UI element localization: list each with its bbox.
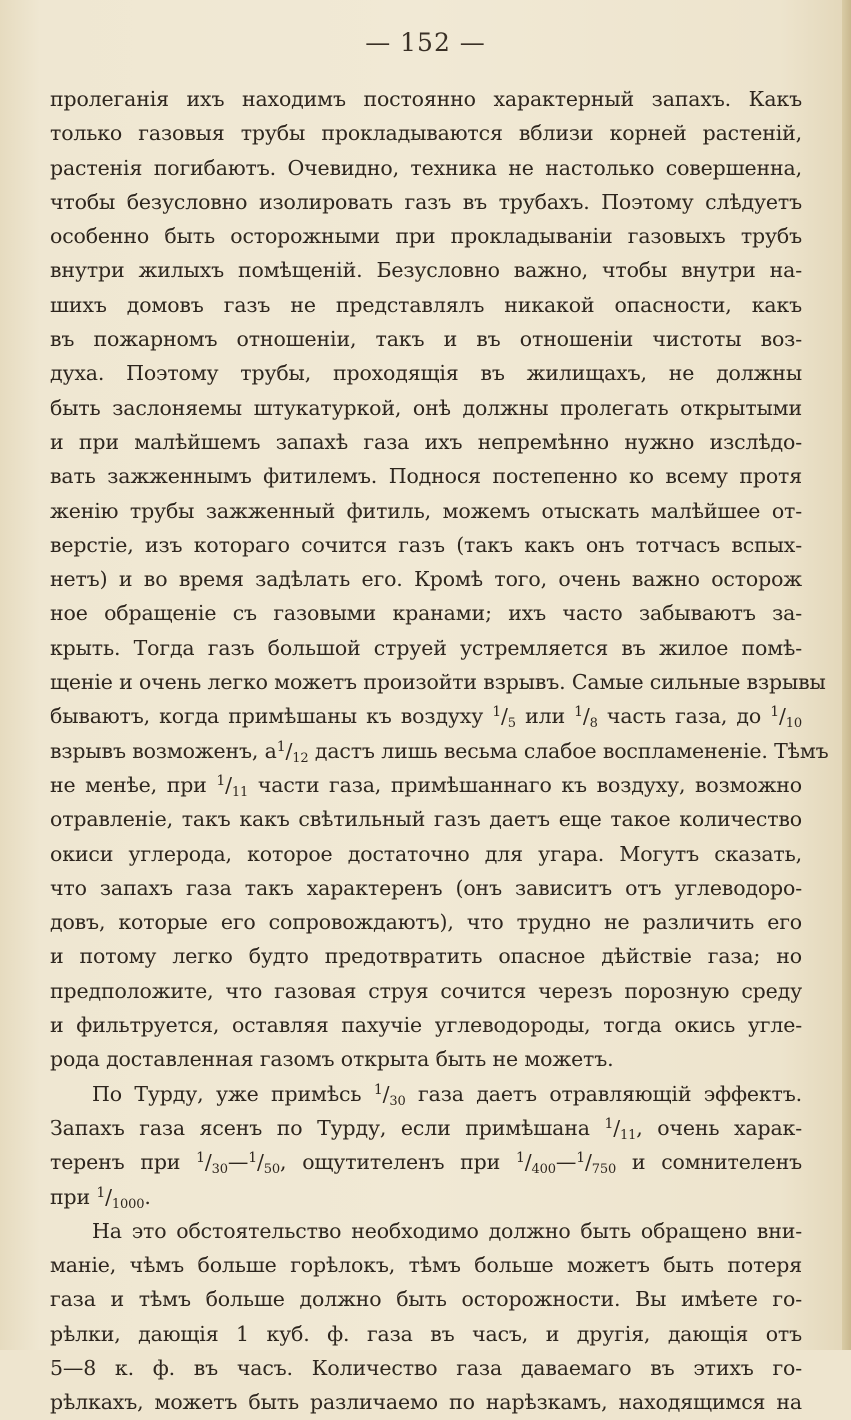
fraction-numerator: 1 xyxy=(196,1150,205,1167)
fraction: $^1/_{12}$ xyxy=(276,738,309,766)
text-line: рѣлки, дающія 1 куб. ф. газа въ часъ, и другія, дающія отъ xyxy=(50,1321,802,1346)
text-line: растенія погибаютъ. Очевидно, техника не настолько совершенна, xyxy=(50,155,802,180)
text-line: крыть. Тогда газъ большой струей устремляется въ жилое помѣ- xyxy=(50,635,802,660)
fraction-denominator: 1000 xyxy=(111,1196,145,1212)
fraction-denominator: 10 xyxy=(785,716,802,732)
text-line: ное обращеніе съ газовыми кранами; ихъ часто забываютъ за- xyxy=(50,601,802,626)
paragraph-start-line: На это обстоятельство необходимо должно быть обращено вни- xyxy=(92,1218,802,1243)
paragraph-start-line xyxy=(50,1077,802,1111)
fraction: $^1/_{11}$ xyxy=(216,772,249,800)
fraction-denominator: 5 xyxy=(507,716,516,732)
text-segment: и сомнителенъ xyxy=(616,1150,802,1175)
text-line: щеніе и очень легко можетъ произойти взрывъ. Самые сильные взрывы xyxy=(50,670,826,695)
text-line-fractions xyxy=(50,1180,802,1214)
text-segment: части газа, примѣшаннаго къ воздуху, возможно xyxy=(248,772,803,797)
text-line: вать зажженнымъ фитилемъ. Поднося постепенно ко всему протя xyxy=(50,464,802,489)
text-line: рода доставленная газомъ открыта быть не можетъ. xyxy=(50,1047,614,1072)
text-line: въ пожарномъ отношеніи, такъ и въ отношеніи чистоты воз- xyxy=(50,327,802,352)
fraction-denominator: 50 xyxy=(263,1162,281,1178)
fraction-denominator: 11 xyxy=(620,1127,637,1143)
fraction: $^1/_{400}$ xyxy=(515,1150,556,1178)
fraction-denominator: 400 xyxy=(531,1162,556,1178)
text-line: и фильтруется, оставляя пахучіе углеводороды, тогда окись угле- xyxy=(50,1013,802,1038)
fraction: $^1/_5$ xyxy=(492,704,516,732)
page-number: — 152 — xyxy=(365,28,486,57)
text-line: окиси углерода, которое достаточно для угара. Могутъ сказать, xyxy=(50,841,802,866)
text-line: и потому легко будто предотвратить опасное дѣйствіе газа; но xyxy=(50,944,802,969)
fraction-numerator: 1 xyxy=(276,738,286,755)
text-line-fractions xyxy=(50,768,802,802)
text-segment: , ощутителенъ при xyxy=(280,1150,516,1175)
text-line: только газовыя трубы прокладываются вблизи корней растеній, xyxy=(50,121,802,146)
text-line: женію трубы зажженный фитиль, можемъ отыскать малѣйшее от- xyxy=(50,498,802,523)
fraction-numerator: 1 xyxy=(576,1150,585,1167)
fraction-numerator: 1 xyxy=(96,1184,106,1201)
text-line: верстіе, изъ котораго сочится газъ (такъ какъ онъ тотчасъ вспых- xyxy=(50,532,802,557)
text-line: духа. Поэтому трубы, проходящія въ жилищахъ, не должны xyxy=(50,361,802,386)
fraction-numerator: 1 xyxy=(248,1150,258,1167)
body-text xyxy=(50,82,829,1420)
text-segment: при xyxy=(50,1184,97,1209)
text-line-fractions xyxy=(50,1145,802,1179)
text-line: пролеганія ихъ находимъ постоянно характерный запахъ. Какъ xyxy=(50,87,802,111)
fraction: $^1/_{50}$ xyxy=(248,1150,281,1178)
fraction: $^1/_{1000}$ xyxy=(96,1184,145,1212)
text-segment: Запахъ газа ясенъ по Турду, если примѣшана xyxy=(50,1115,605,1140)
page-edge xyxy=(842,0,851,1350)
fraction-numerator: 1 xyxy=(492,704,502,721)
text-line: нетъ) и во время задѣлать его. Кромѣ того, очень важно осторож xyxy=(50,567,802,592)
text-segment: дастъ лишь весьма слабое воспламененіе. Тѣмъ xyxy=(308,738,829,763)
text-segment: , очень харак- xyxy=(636,1115,802,1140)
fraction: $^1/_{10}$ xyxy=(770,704,802,732)
fraction: $^1/_{750}$ xyxy=(576,1150,617,1178)
text-segment: бываютъ, когда примѣшаны къ воздуху xyxy=(50,704,493,729)
fraction-numerator: 1 xyxy=(770,704,779,721)
text-line-fractions xyxy=(50,699,802,733)
fraction-denominator: 8 xyxy=(589,716,598,732)
fraction-denominator: 11 xyxy=(231,784,249,800)
text-segment: не менѣе, при xyxy=(50,772,217,797)
fraction-numerator: 1 xyxy=(216,772,226,789)
fraction-numerator: 1 xyxy=(515,1150,525,1167)
fraction-numerator: 1 xyxy=(574,704,583,721)
text-line-fractions xyxy=(50,1111,802,1145)
text-line: отравленіе, такъ какъ свѣтильный газъ даетъ еще такое количество xyxy=(50,807,802,832)
fraction: $^1/_{30}$ xyxy=(196,1150,228,1178)
fraction: $^1/_{11}$ xyxy=(604,1115,637,1143)
text-line: чтобы безусловно изолировать газъ въ трубахъ. Поэтому слѣдуетъ xyxy=(50,189,802,214)
text-line: что запахъ газа такъ характеренъ (онъ зависитъ отъ углеводоро- xyxy=(50,875,802,900)
text-segment: газа даетъ отравляющій эффектъ. xyxy=(405,1081,802,1106)
text-line: внутри жилыхъ помѣщеній. Безусловно важно, чтобы внутри на- xyxy=(50,258,802,283)
text-segment: теренъ при xyxy=(50,1150,197,1175)
fraction-denominator: 12 xyxy=(292,750,309,766)
text-line: рѣлкахъ, можетъ быть различаемо по нарѣзкамъ, находящимся на xyxy=(50,1390,802,1415)
text-line-fractions xyxy=(50,734,829,768)
text-segment: По Турду, уже примѣсь xyxy=(92,1081,374,1106)
text-line: особенно быть осторожными при прокладываніи газовыхъ трубъ xyxy=(50,224,802,249)
text-line: газа и тѣмъ больше должно быть осторожности. Вы имѣете го- xyxy=(50,1287,802,1312)
text-segment: взрывъ возможенъ, а xyxy=(50,738,277,763)
text-segment: часть газа, до xyxy=(597,704,771,729)
text-segment: — xyxy=(555,1150,577,1175)
fraction-denominator: 30 xyxy=(389,1093,406,1109)
text-line: довъ, которые его сопровождаютъ), что трудно не различить его xyxy=(50,910,802,935)
fraction: $^1/_8$ xyxy=(574,704,598,732)
text-line: маніе, чѣмъ больше горѣлокъ, тѣмъ больше можетъ быть потеря xyxy=(50,1253,802,1278)
text-segment: или xyxy=(515,704,575,729)
text-line: шихъ домовъ газъ не представлялъ никакой опасности, какъ xyxy=(50,292,802,317)
fraction-denominator: 30 xyxy=(211,1162,228,1178)
fraction: $^1/_{30}$ xyxy=(373,1081,406,1109)
text-segment: — xyxy=(227,1150,249,1175)
fraction-numerator: 1 xyxy=(373,1081,383,1098)
text-line: предположите, что газовая струя сочится черезъ порозную среду xyxy=(50,978,802,1003)
text-segment: . xyxy=(144,1184,151,1209)
text-line: и при малѣйшемъ запахѣ газа ихъ непремѣнно нужно изслѣдо- xyxy=(50,429,802,454)
fraction-numerator: 1 xyxy=(604,1115,614,1132)
text-line: быть заслоняемы штукатуркой, онѣ должны пролегать открытыми xyxy=(50,395,802,420)
fraction-denominator: 750 xyxy=(591,1162,617,1178)
text-line: 5—8 к. ф. въ часъ. Количество газа даваемаго въ этихъ го- xyxy=(50,1355,802,1380)
